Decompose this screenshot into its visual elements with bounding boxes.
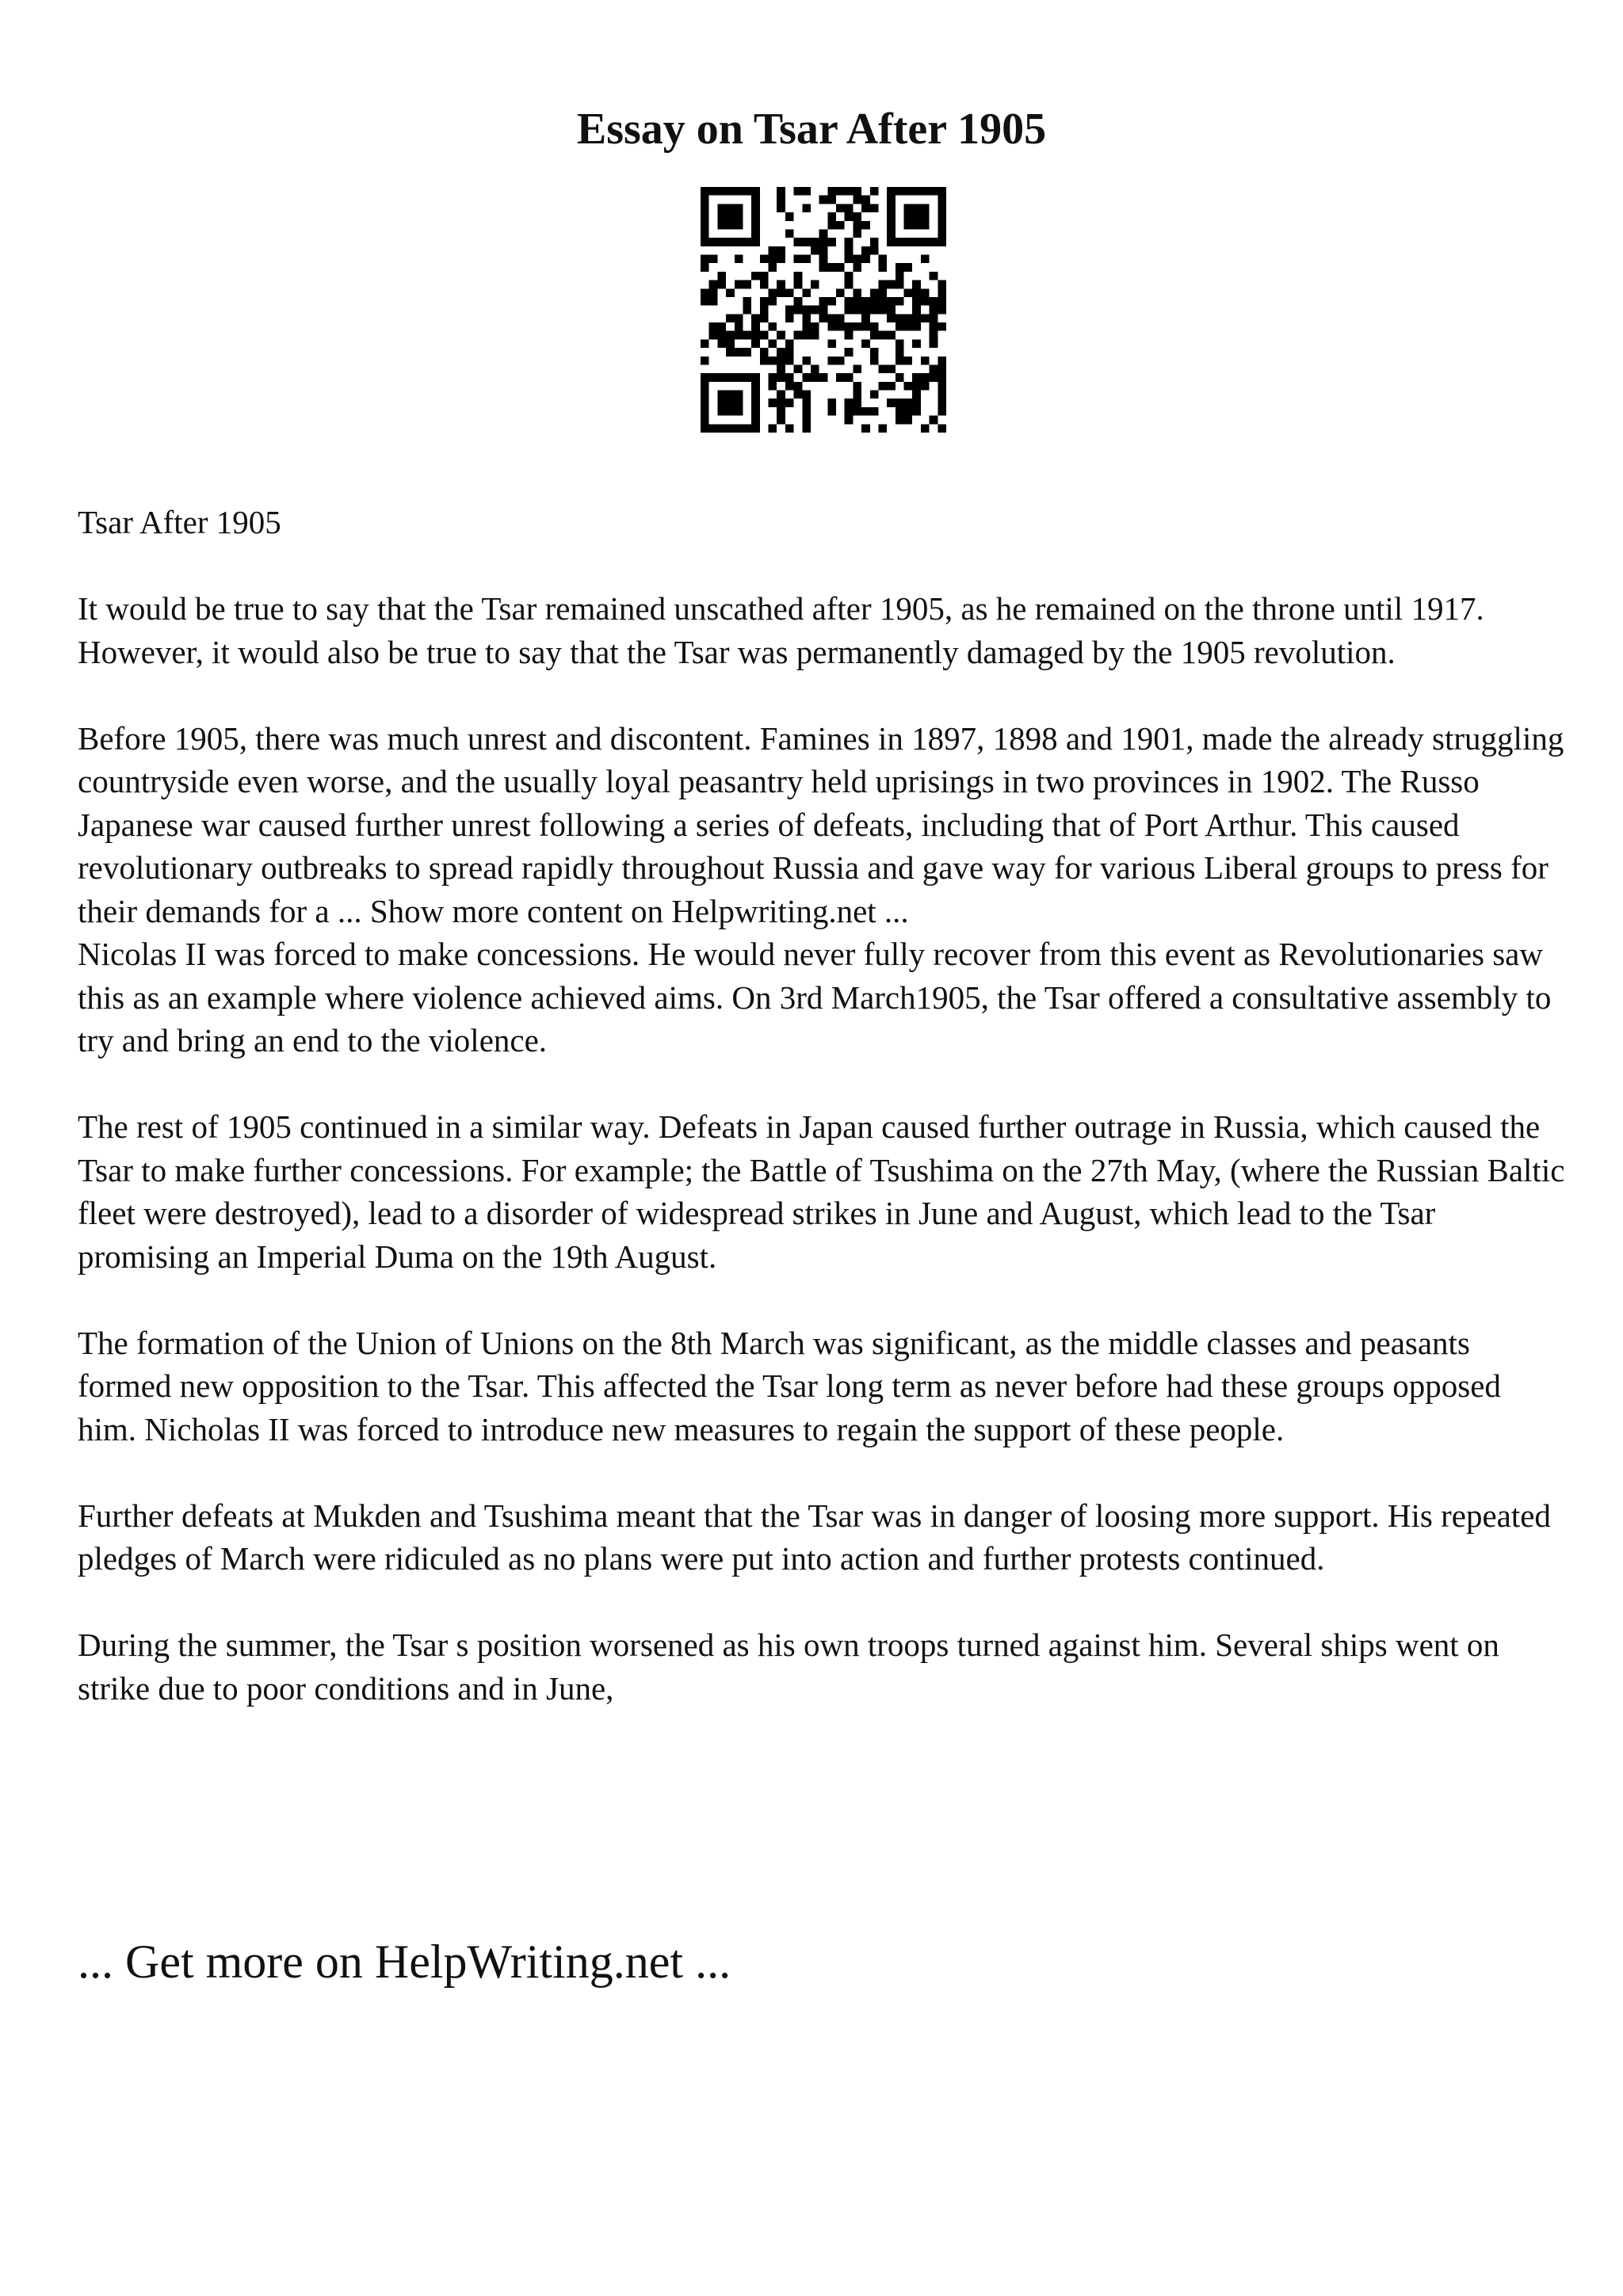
- essay-body: [78, 501, 1568, 1753]
- essay-paragraph: During the summer, the Tsar s position worsened as his own troops turned against him. Several ships went on strike due to poor conditions and in June,: [78, 1627, 1499, 1707]
- essay-paragraph: Nicolas II was forced to make concessions. He would never fully recover from this event as Revolutionaries saw this as an example where violence achieved aims. On 3rd March1905, the Tsar offered a consultative assembly to try and bring an end to the violence.: [78, 936, 1552, 1058]
- get-more-link[interactable]: ... Get more on HelpWriting.net ...: [78, 1936, 731, 1988]
- qr-code-icon: [701, 187, 946, 433]
- essay-paragraph: Further defeats at Mukden and Tsushima meant that the Tsar was in danger of loosing more support. His repeated pledges of March were ridiculed as no plans were put into action and further protests continued.: [78, 1497, 1551, 1577]
- essay-paragraph: The rest of 1905 continued in a similar way. Defeats in Japan caused further outrage in Russia, which caused the Tsar to make further concessions. For example; the Battle of Tsushima on the 27th May, (where the Russian Baltic fleet were destroyed), lead to a disorder of widespread strikes in June and August, which lead to the Tsar promising an Imperial Duma on the 19th August.: [78, 1108, 1565, 1275]
- essay-heading: Tsar After 1905: [78, 504, 281, 540]
- essay-paragraph: Before 1905, there was much unrest and discontent. Famines in 1897, 1898 and 1901, made the already struggling countryside even worse, and the usually loyal peasantry held uprisings in two provinces in 1902. The Russo Japanese war caused further unrest following a series of defeats, including that of Port Arthur. This caused revolutionary outbreaks to spread rapidly throughout Russia and gave way for various Liberal groups to press for their demands for a ... Show more content on Helpwriting.net ...: [78, 719, 1564, 929]
- qr-code-graphic: [701, 187, 946, 433]
- essay-paragraph: The formation of the Union of Unions on the 8th March was significant, as the middle classes and peasants formed new opposition to the Tsar. This affected the Tsar long term as never before had these groups opposed him. Nicholas II was forced to introduce new measures to regain the support of these people.: [78, 1324, 1501, 1447]
- essay-paragraph: It would be true to say that the Tsar remained unscathed after 1905, as he remained on the throne until 1917. However, it would also be true to say that the Tsar was permanently damaged by the 1905 revolution.: [78, 590, 1484, 670]
- page-title: Essay on Tsar After 1905: [576, 105, 1047, 154]
